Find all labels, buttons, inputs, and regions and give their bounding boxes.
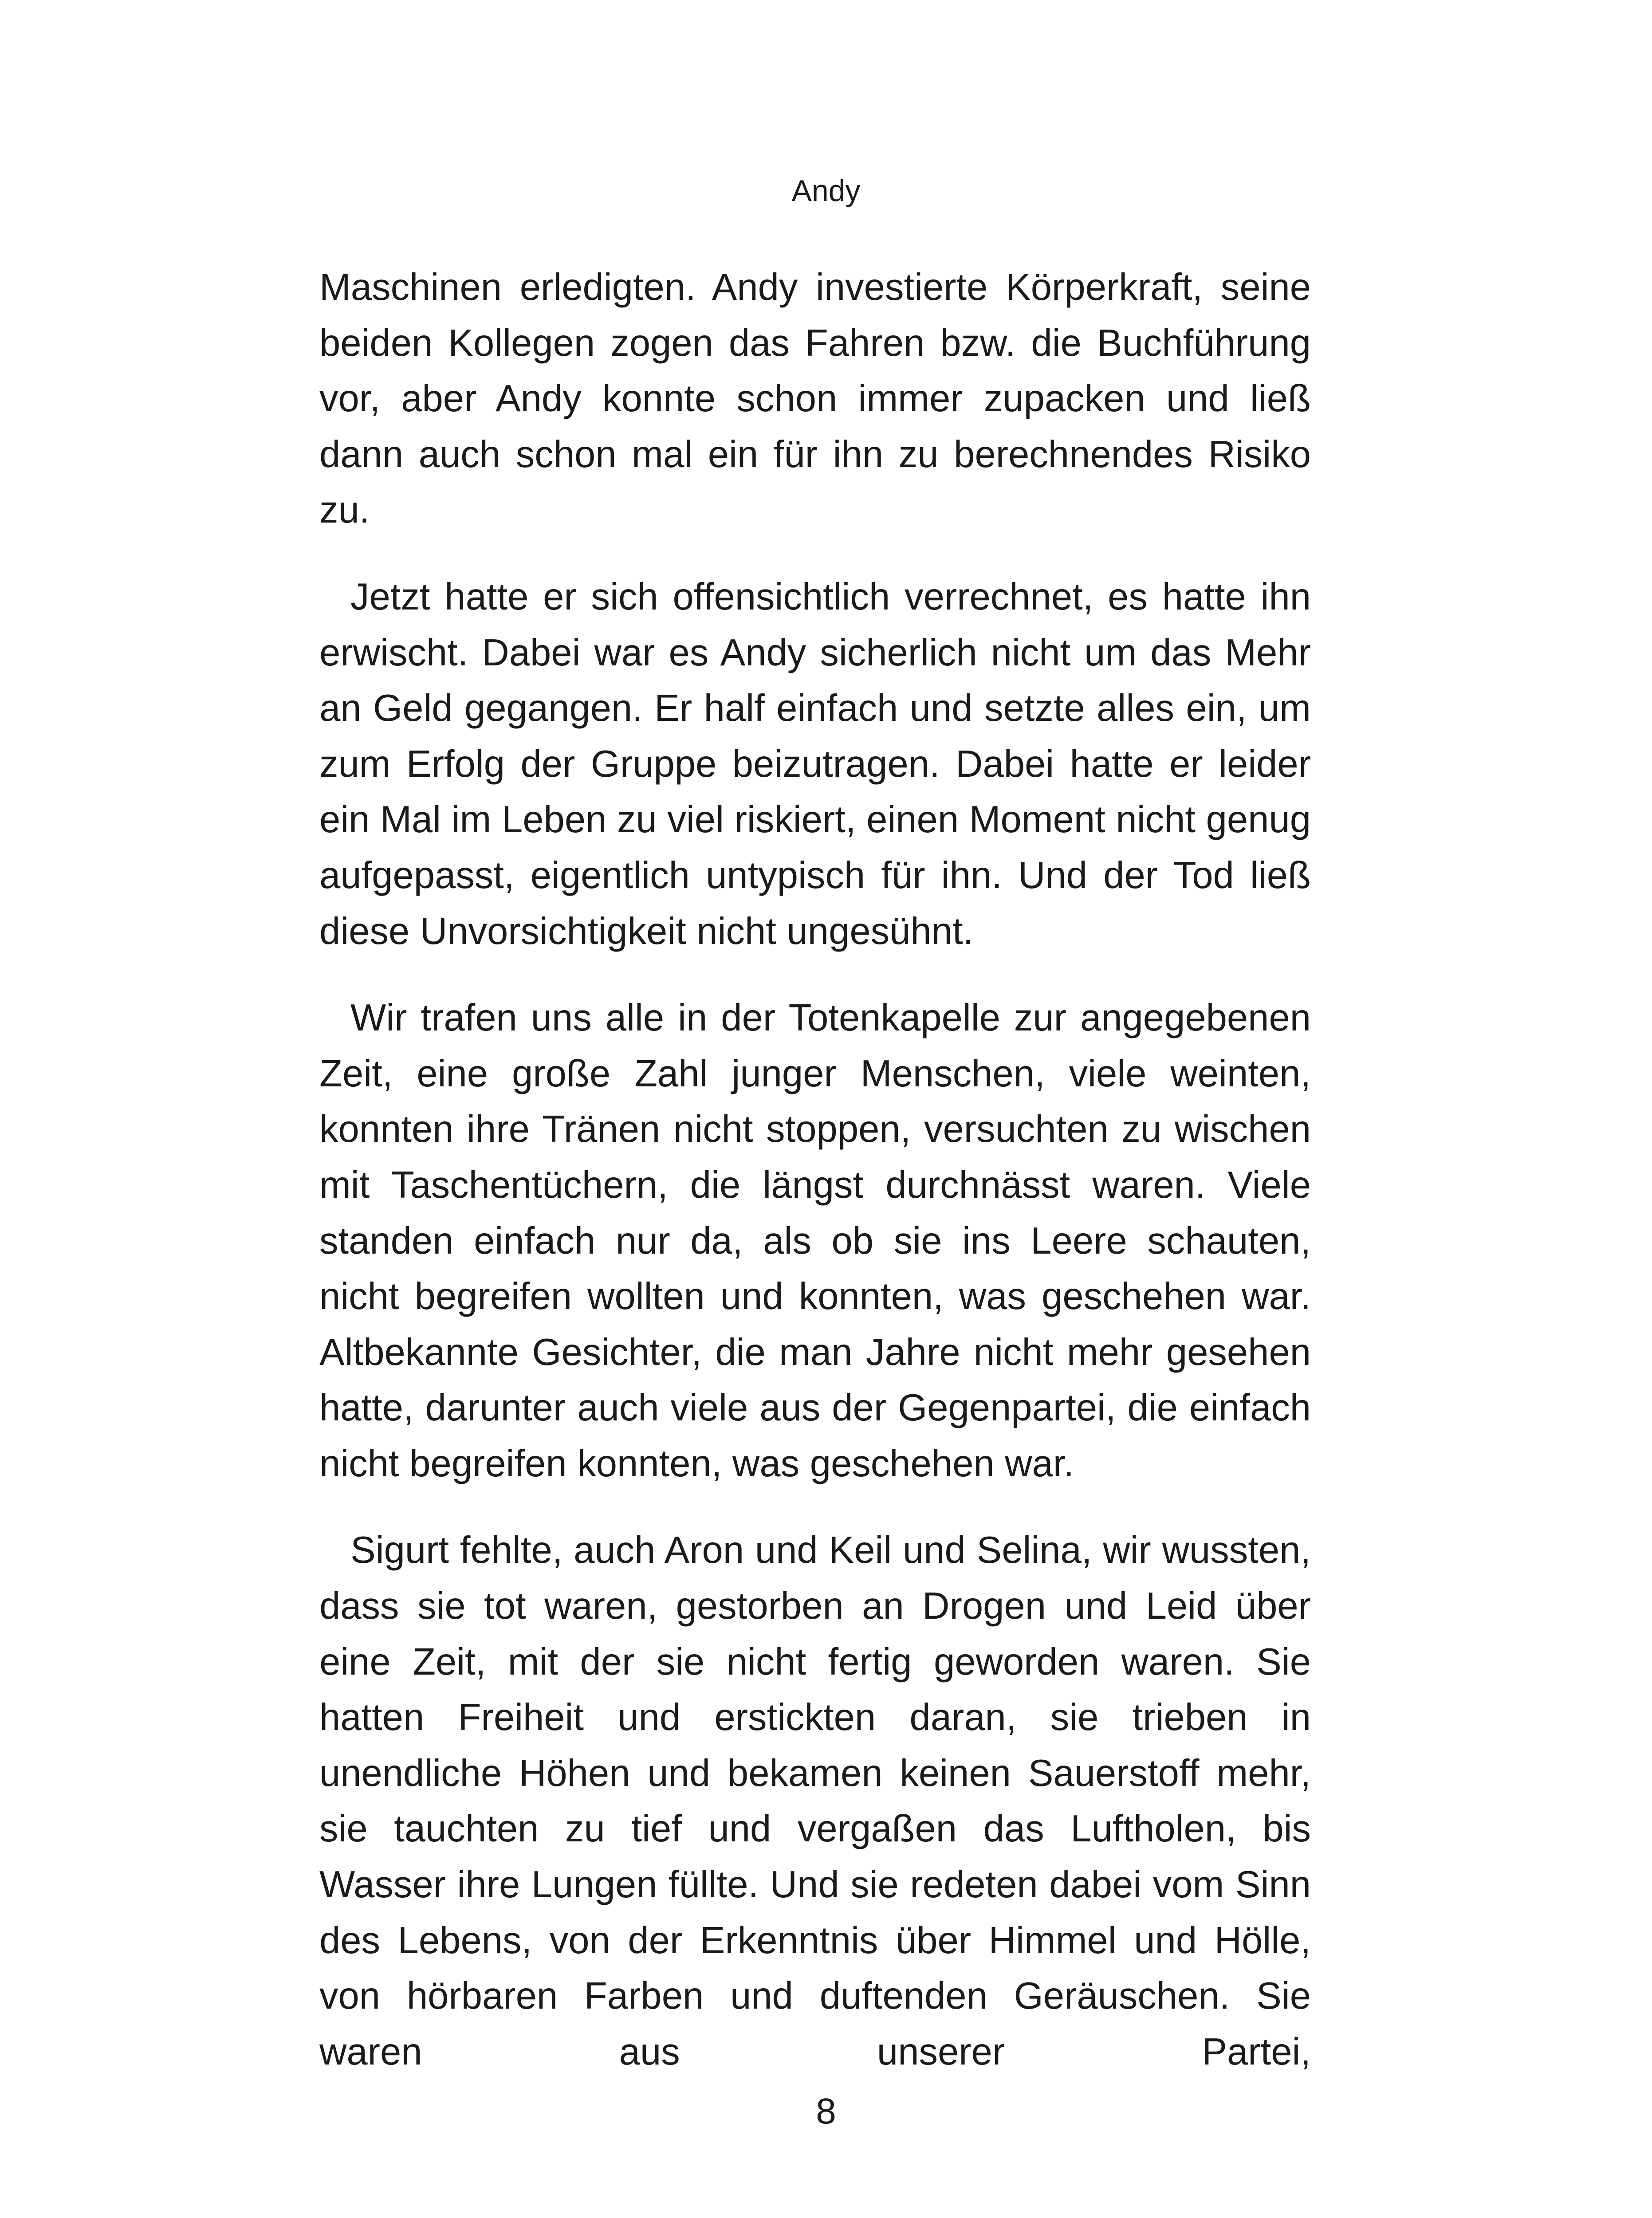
paragraph-3: Wir trafen uns alle in der Totenkapelle zur angegebenen Zeit, eine große Zahl junger Menschen, viele weinten, konnten ihre Tränen nicht stoppen, versuchten zu wischen mit Taschentüchern, die längst durchnässt waren. Viele standen einfach nur da, als ob sie ins Leere schauten, nicht begreifen wollten und konnten, was geschehen war. Altbekannte Gesichter, die man Jahre nicht mehr gesehen hatte, darunter auch viele aus der Gegenpartei, die einfach nicht begreifen konnten, was geschehen war. — [319, 997, 1311, 1485]
page-number: 8 — [816, 2091, 836, 2131]
body-text — [319, 260, 1311, 2111]
paragraph-4: Sigurt fehlte, auch Aron und Keil und Selina, wir wussten, dass sie tot waren, gestorben an Drogen und Leid über eine Zeit, mit der sie nicht fertig geworden waren. Sie hatten Freiheit und erstickten daran, sie trieben in unendliche Höhen und bekamen keinen Sauerstoff mehr, sie tauchten zu tief und vergaßen das Luftholen, bis Wasser ihre Lungen füllte. Und sie redeten dabei vom Sinn des Lebens, von der Erkenntnis über Himmel und Hölle, von hörbaren Farben und duftenden Geräuschen. Sie waren aus unserer Partei, — [319, 1529, 1311, 2073]
paragraph-2: Jetzt hatte er sich offensichtlich verrechnet, es hatte ihn erwischt. Dabei war es Andy sicherlich nicht um das Mehr an Geld gegangen. Er half einfach und setzte alles ein, um zum Erfolg der Gruppe beizutragen. Dabei hatte er leider ein Mal im Leben zu viel riskiert, einen Moment nicht genug aufgepasst, eigentlich untypisch für ihn. Und der Tod ließ diese Unvorsichtigkeit nicht ungesühnt. — [319, 575, 1311, 952]
paragraph-1: Maschinen erledigten. Andy investierte Körperkraft, seine beiden Kollegen zogen das Fahren bzw. die Buchführung vor, aber Andy konnte schon immer zupacken und ließ dann auch schon mal ein für ihn zu berechnendes Risiko zu. — [319, 266, 1311, 531]
running-header: Andy — [791, 174, 861, 208]
